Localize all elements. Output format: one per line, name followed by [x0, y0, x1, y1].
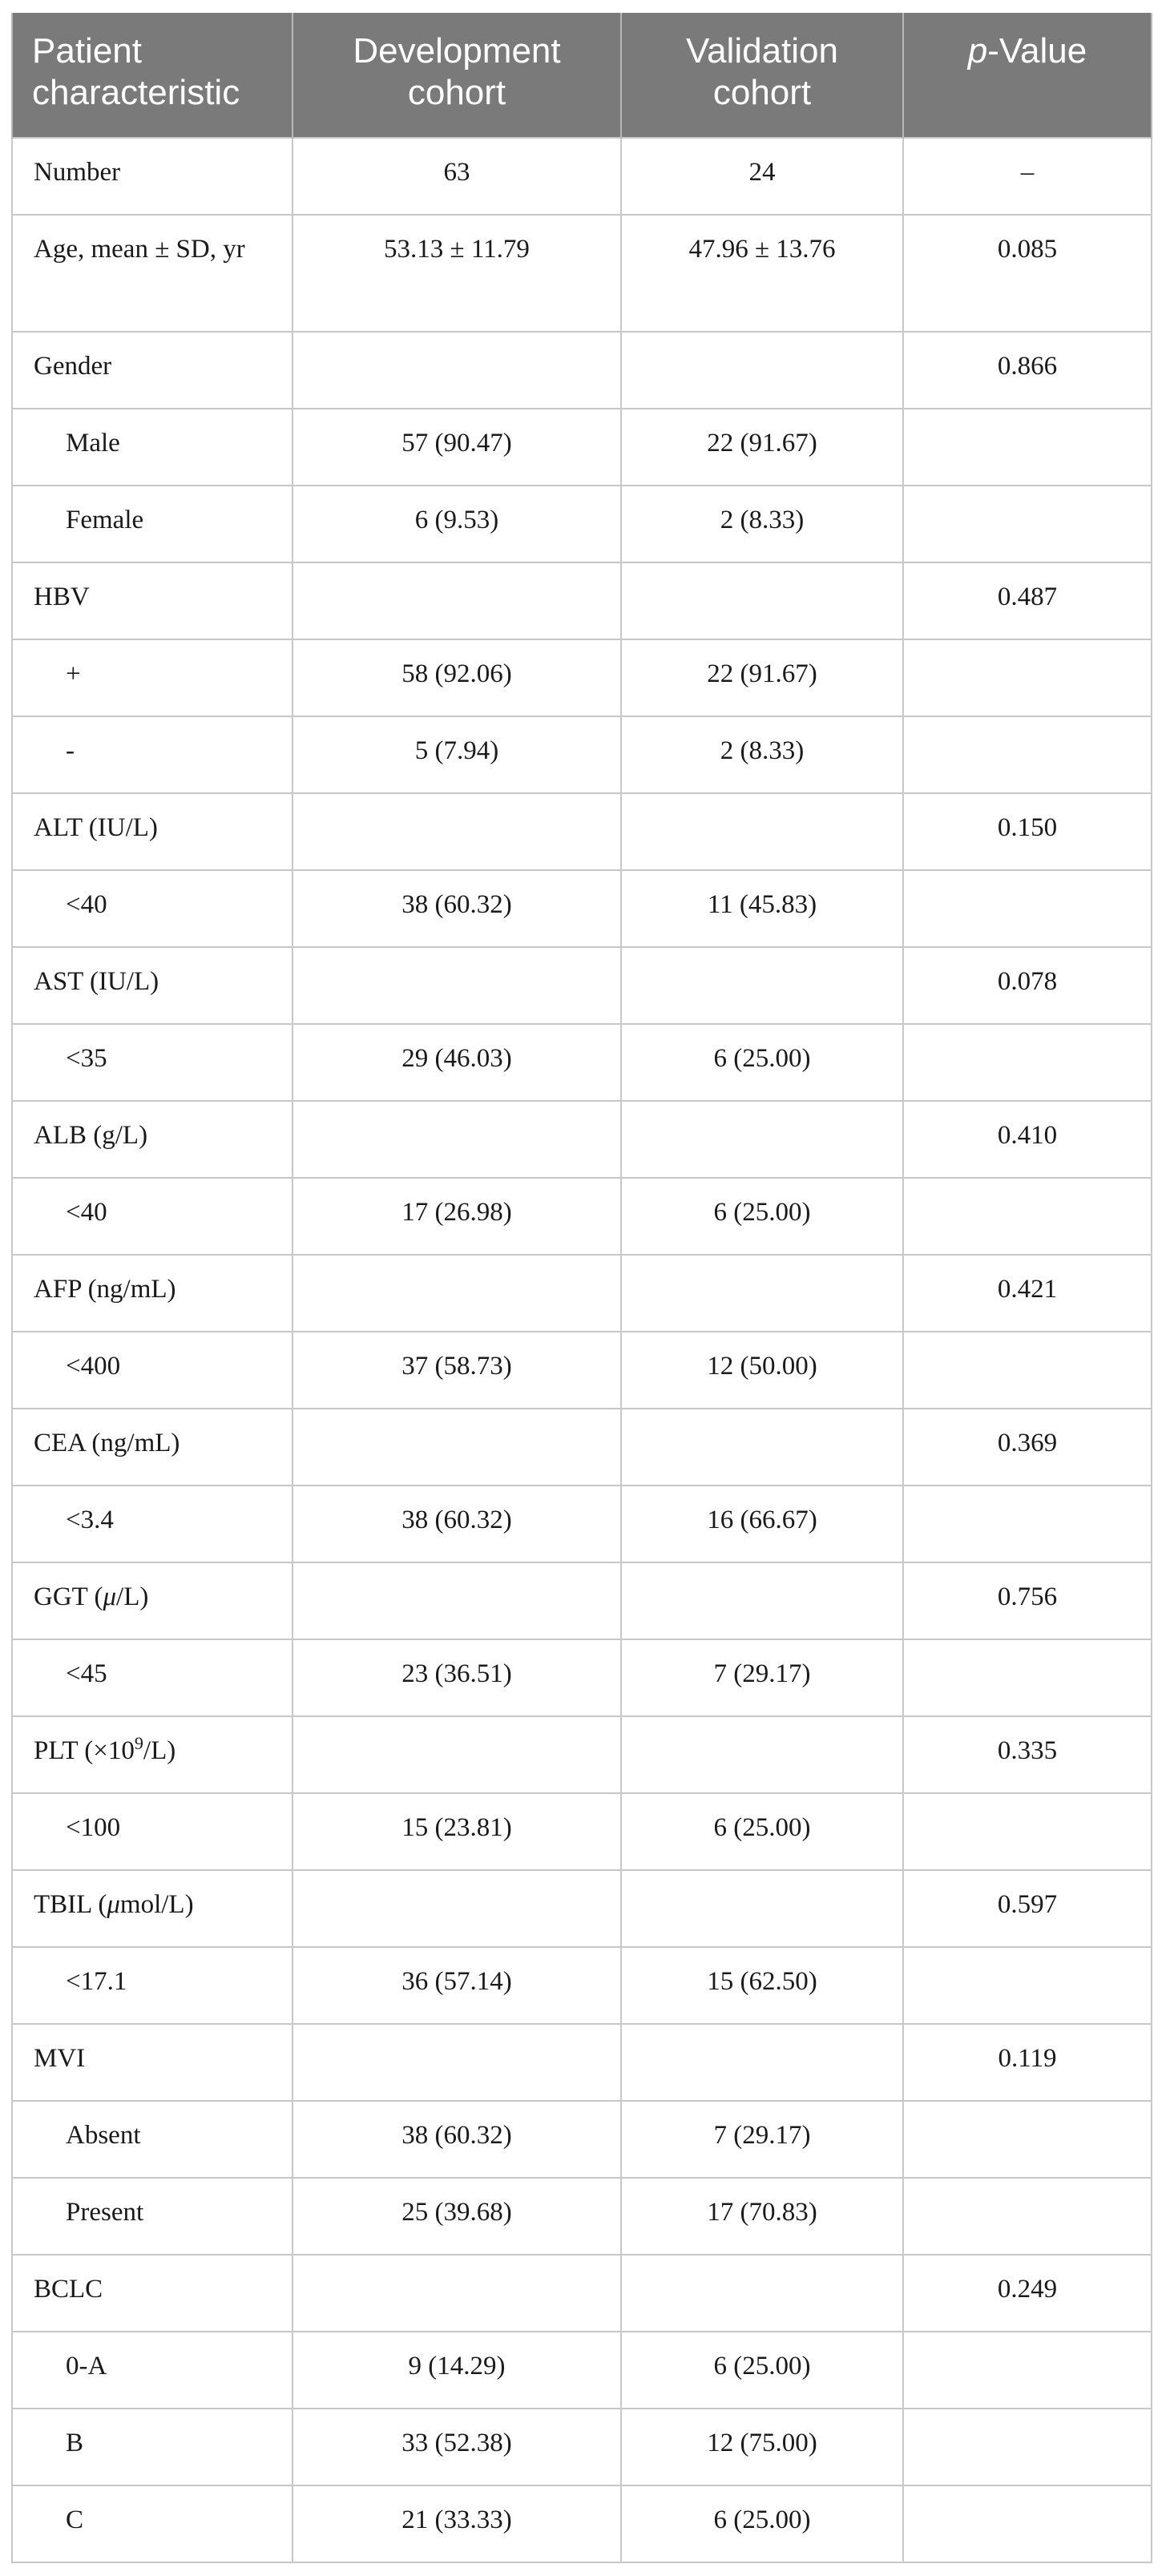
row-label: + — [12, 639, 292, 716]
row-label: Absent — [12, 2101, 292, 2178]
table-row — [12, 2101, 1152, 2178]
development-value: 5 (7.94) — [292, 716, 621, 793]
development-value: 9 (14.29) — [292, 2332, 621, 2409]
development-value: 38 (60.32) — [292, 1486, 621, 1562]
row-label: MVI — [12, 2024, 292, 2101]
development-value: 53.13 ± 11.79 — [292, 215, 621, 332]
development-value: 6 (9.53) — [292, 486, 621, 562]
validation-value: 24 — [621, 138, 903, 215]
label-part: TBIL ( — [34, 1890, 107, 1919]
validation-value: 6 (25.00) — [621, 1178, 903, 1255]
table-row — [12, 1409, 1152, 1486]
validation-value: 22 (91.67) — [621, 639, 903, 716]
row-label: BCLC — [12, 2255, 292, 2332]
table-row — [12, 1255, 1152, 1332]
p-value: 0.078 — [903, 947, 1152, 1024]
row-label: ALB (g/L) — [12, 1101, 292, 1178]
development-value — [292, 1870, 621, 1947]
table-row — [12, 870, 1152, 947]
mu-symbol: μ — [103, 1582, 117, 1611]
header-p-italic: p — [967, 31, 988, 71]
development-value: 21 (33.33) — [292, 2485, 621, 2562]
p-value: 0.487 — [903, 562, 1152, 639]
validation-value: 47.96 ± 13.76 — [621, 215, 903, 332]
label-part: mol/L) — [119, 1890, 194, 1919]
development-value — [292, 947, 621, 1024]
p-value — [903, 1639, 1152, 1716]
label-part: GGT ( — [34, 1582, 103, 1611]
p-value: 0.756 — [903, 1562, 1152, 1639]
table-row — [12, 332, 1152, 409]
development-value: 15 (23.81) — [292, 1793, 621, 1870]
validation-value — [621, 793, 903, 870]
validation-value — [621, 1101, 903, 1178]
header-patient-characteristic: Patient characteristic — [12, 13, 292, 138]
row-label: - — [12, 716, 292, 793]
table-row — [12, 1562, 1152, 1639]
row-label: Female — [12, 486, 292, 562]
p-value: 0.410 — [903, 1101, 1152, 1178]
header-development-cohort: Development cohort — [292, 13, 621, 138]
label-part: PLT (×10 — [34, 1736, 135, 1765]
development-value — [292, 332, 621, 409]
p-value: 0.369 — [903, 1409, 1152, 1486]
table-row — [12, 1870, 1152, 1947]
validation-value: 15 (62.50) — [621, 1947, 903, 2024]
row-label: <17.1 — [12, 1947, 292, 2024]
development-value: 29 (46.03) — [292, 1024, 621, 1101]
row-label: Age, mean ± SD, yr — [12, 215, 292, 332]
development-value: 33 (52.38) — [292, 2409, 621, 2485]
table-row — [12, 2409, 1152, 2485]
p-value — [903, 2332, 1152, 2409]
validation-value: 16 (66.67) — [621, 1486, 903, 1562]
table-body — [12, 138, 1152, 2562]
table-row — [12, 716, 1152, 793]
p-value — [903, 2485, 1152, 2562]
validation-value — [621, 1870, 903, 1947]
row-label — [12, 1562, 292, 1639]
row-label: HBV — [12, 562, 292, 639]
validation-value — [621, 1716, 903, 1793]
validation-value — [621, 2255, 903, 2332]
row-label: <35 — [12, 1024, 292, 1101]
row-label: AFP (ng/mL) — [12, 1255, 292, 1332]
table-row — [12, 1947, 1152, 2024]
validation-value: 7 (29.17) — [621, 1639, 903, 1716]
table-row — [12, 2485, 1152, 2562]
label-part: /L) — [116, 1582, 149, 1611]
validation-value: 6 (25.00) — [621, 1793, 903, 1870]
validation-value — [621, 332, 903, 409]
p-value — [903, 639, 1152, 716]
validation-value: 6 (25.00) — [621, 2332, 903, 2409]
table-row — [12, 1024, 1152, 1101]
row-label: Present — [12, 2178, 292, 2255]
table-row — [12, 486, 1152, 562]
p-value: 0.249 — [903, 2255, 1152, 2332]
row-label: B — [12, 2409, 292, 2485]
p-value — [903, 1332, 1152, 1409]
p-value — [903, 870, 1152, 947]
development-value: 58 (92.06) — [292, 639, 621, 716]
table-row — [12, 639, 1152, 716]
row-label: CEA (ng/mL) — [12, 1409, 292, 1486]
table-row — [12, 2178, 1152, 2255]
validation-value: 17 (70.83) — [621, 2178, 903, 2255]
validation-value — [621, 1562, 903, 1639]
row-label: ALT (IU/L) — [12, 793, 292, 870]
row-label — [12, 1716, 292, 1793]
p-value — [903, 2178, 1152, 2255]
row-label: <400 — [12, 1332, 292, 1409]
validation-value: 7 (29.17) — [621, 2101, 903, 2178]
table-row — [12, 215, 1152, 332]
development-value — [292, 1101, 621, 1178]
development-value: 57 (90.47) — [292, 409, 621, 486]
development-value — [292, 1562, 621, 1639]
row-label: <3.4 — [12, 1486, 292, 1562]
table-row — [12, 1639, 1152, 1716]
development-value — [292, 1409, 621, 1486]
table-row — [12, 1178, 1152, 1255]
p-value — [903, 716, 1152, 793]
validation-value: 11 (45.83) — [621, 870, 903, 947]
validation-value: 12 (50.00) — [621, 1332, 903, 1409]
development-value — [292, 2024, 621, 2101]
header-p-rest: -Value — [987, 31, 1087, 71]
development-value: 25 (39.68) — [292, 2178, 621, 2255]
row-label: Male — [12, 409, 292, 486]
development-value: 36 (57.14) — [292, 1947, 621, 2024]
development-value: 17 (26.98) — [292, 1178, 621, 1255]
patient-characteristics-table — [11, 13, 1152, 2563]
header-p-value — [903, 13, 1152, 138]
p-value: – — [903, 138, 1152, 215]
validation-value — [621, 2024, 903, 2101]
p-value: 0.866 — [903, 332, 1152, 409]
validation-value: 2 (8.33) — [621, 716, 903, 793]
development-value — [292, 562, 621, 639]
development-value: 38 (60.32) — [292, 2101, 621, 2178]
table-row — [12, 1486, 1152, 1562]
row-label: <45 — [12, 1639, 292, 1716]
header-validation-cohort: Validation cohort — [621, 13, 903, 138]
table-row — [12, 947, 1152, 1024]
validation-value: 2 (8.33) — [621, 486, 903, 562]
p-value — [903, 409, 1152, 486]
table-row — [12, 1101, 1152, 1178]
validation-value — [621, 562, 903, 639]
table-row — [12, 1793, 1152, 1870]
row-label: <40 — [12, 870, 292, 947]
development-value: 38 (60.32) — [292, 870, 621, 947]
row-label: 0-A — [12, 2332, 292, 2409]
development-value: 63 — [292, 138, 621, 215]
table-header — [12, 13, 1152, 138]
p-value: 0.597 — [903, 1870, 1152, 1947]
validation-value — [621, 1409, 903, 1486]
label-part: /L) — [143, 1736, 176, 1765]
header-row — [12, 13, 1152, 138]
p-value: 0.119 — [903, 2024, 1152, 2101]
table-row — [12, 562, 1152, 639]
p-value — [903, 1793, 1152, 1870]
validation-value: 22 (91.67) — [621, 409, 903, 486]
row-label: AST (IU/L) — [12, 947, 292, 1024]
development-value — [292, 1716, 621, 1793]
mu-symbol: μ — [107, 1890, 120, 1919]
p-value — [903, 2409, 1152, 2485]
table-row — [12, 138, 1152, 215]
row-label: Number — [12, 138, 292, 215]
p-value: 0.150 — [903, 793, 1152, 870]
table-row — [12, 409, 1152, 486]
p-value — [903, 1178, 1152, 1255]
development-value — [292, 2255, 621, 2332]
table-row — [12, 793, 1152, 870]
superscript: 9 — [134, 1733, 143, 1753]
development-value — [292, 1255, 621, 1332]
p-value — [903, 486, 1152, 562]
development-value — [292, 793, 621, 870]
table-row — [12, 2332, 1152, 2409]
table-row — [12, 2024, 1152, 2101]
validation-value — [621, 1255, 903, 1332]
row-label: C — [12, 2485, 292, 2562]
row-label: Gender — [12, 332, 292, 409]
validation-value — [621, 947, 903, 1024]
table-row — [12, 2255, 1152, 2332]
p-value — [903, 1486, 1152, 1562]
p-value: 0.421 — [903, 1255, 1152, 1332]
p-value — [903, 1947, 1152, 2024]
p-value: 0.335 — [903, 1716, 1152, 1793]
development-value: 23 (36.51) — [292, 1639, 621, 1716]
row-label — [12, 1870, 292, 1947]
table-row — [12, 1332, 1152, 1409]
row-label: <100 — [12, 1793, 292, 1870]
p-value — [903, 1024, 1152, 1101]
row-label: <40 — [12, 1178, 292, 1255]
p-value: 0.085 — [903, 215, 1152, 332]
table-row — [12, 1716, 1152, 1793]
validation-value: 6 (25.00) — [621, 1024, 903, 1101]
validation-value: 6 (25.00) — [621, 2485, 903, 2562]
p-value — [903, 2101, 1152, 2178]
validation-value: 12 (75.00) — [621, 2409, 903, 2485]
development-value: 37 (58.73) — [292, 1332, 621, 1409]
